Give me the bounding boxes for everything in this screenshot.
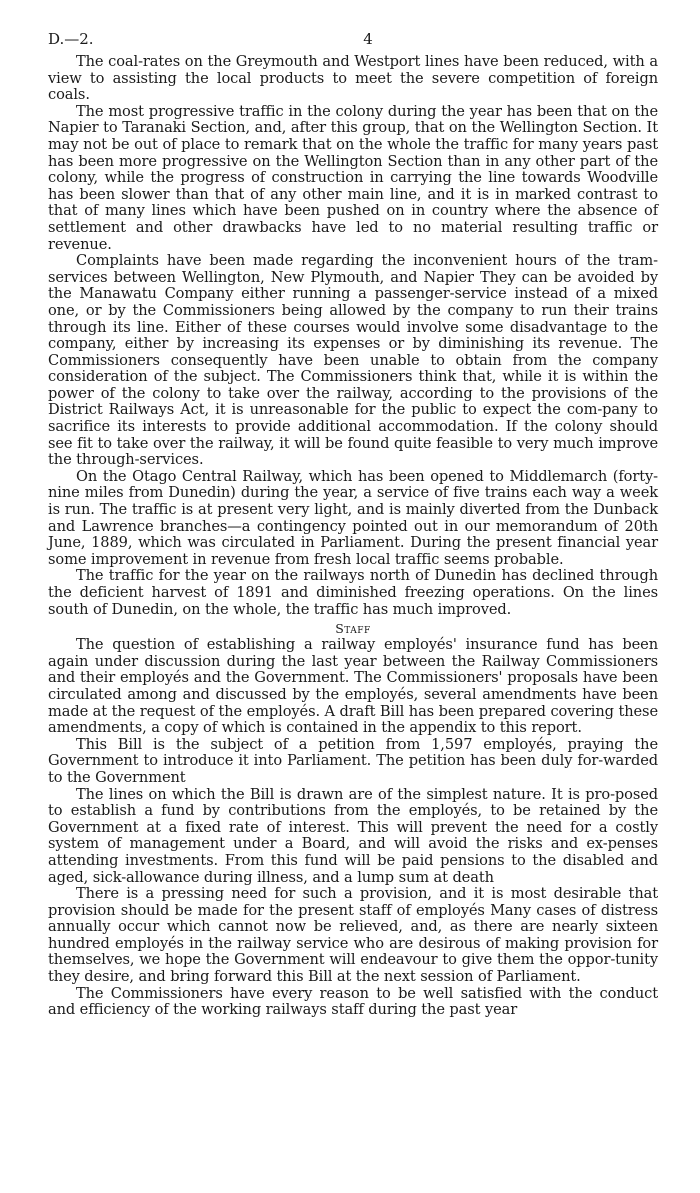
paragraph-pressing-need: There is a pressing need for such a provision, and it is most desirable that provision should be made for the present staff of employés Many cases of distress annually occur which cannot now be relieved, and, as there are nearly sixteen hundred employés in the railway service who are desirous of making provision for themselves, we hope the Government will endeavour to give them the oppor-tunity they desire, and bring forward this Bill at the next session of Parliament. bbox=[48, 885, 658, 986]
page-header bbox=[48, 30, 658, 54]
paragraph-coal-rates: The coal-rates on the Greymouth and Westport lines have been reduced, with a view to assisting the local products to meet the severe competition of foreign coals. bbox=[48, 53, 658, 104]
document-page bbox=[48, 30, 658, 1019]
paragraph-complaints: Complaints have been made regarding the inconvenient hours of the tram-services between Wellington, New Plymouth, and Napier They can be avoided by the Manawatu Company either running a passenger-service instead of a mixed one, or by the Commissioners being allowed by the company to run their trains through its line. Either of these courses would involve some disadvantage to the company, either by increasing its expenses or by diminishing its revenue. The Commissioners consequently have been unable to obtain from the company consideration of the subject. The Commissioners think that, while it is within the power of the colony to take over the railway, according to the provisions of the District Railways Act, it is unreasonable for the public to expect the com-pany to sacrifice its interests to provide additional accommodation. If the colony should see fit to take over the railway, it will be found quite feasible to very much improve the through-services. bbox=[48, 252, 658, 469]
document-reference: D.—2. bbox=[48, 30, 94, 48]
paragraph-staff-conduct: The Commissioners have every reason to be well satisfied with the conduct and efficiency of the working railways staff during the past year bbox=[48, 984, 658, 1019]
paragraph-progressive-traffic: The most progressive traffic in the colony during the year has been that on the Napier to Taranaki Section, and, after this group, that on the Wellington Section. It may not be out of place to remark that on the whole the traffic for many years past has been more progressive on the Wellington Section than in any other part of the colony, while the progress of construction in carrying the line towards Woodville has been slower than that of any other main line, and it is in marked contrast to that of many lines which have been pushed on in country where the absence of settlement and other drawbacks have led to no material resulting traffic or revenue. bbox=[48, 102, 658, 253]
page-number: 4 bbox=[363, 30, 373, 48]
paragraph-insurance-fund: The question of establishing a railway employés' insurance fund has been again under discussion during the last year between the Railway Commissioners and their employés and the Government. The Commissioners' proposals have been circulated among and discussed by the employés, several amendments have been made at the request of the employés. A draft Bill has been prepared covering these amendments, a copy of which is contained in the appendix to this report. bbox=[48, 636, 658, 737]
paragraph-bill-lines: The lines on which the Bill is drawn are of the simplest nature. It is pro-posed to establish a fund by contributions from the employés, to be retained by the Government at a fixed rate of interest. This will prevent the need for a costly system of management under a Board, and will avoid the risks and ex-penses attending investments. From this fund will be paid pensions to the disabled and aged, sick-allowance during illness, and a lump sum at death bbox=[48, 785, 658, 886]
section-heading-staff: Staff bbox=[335, 621, 371, 637]
paragraph-dunedin-traffic: The traffic for the year on the railways north of Dunedin has declined through the deficient harvest of 1891 and diminished freezing operations. On the lines south of Dunedin, on the whole, the traffic has much improved. bbox=[48, 567, 658, 618]
paragraph-otago-central: On the Otago Central Railway, which has been opened to Middlemarch (forty-nine miles from Dunedin) during the year, a service of five trains each way a week is run. The traffic is at present very light, and is mainly diverted from the Dunback and Lawrence branches—a contingency pointed out in our memorandum of 20th June, 1889, which was circulated in Parliament. During the present financial year some improvement in revenue from fresh local traffic seems probable. bbox=[48, 467, 658, 568]
paragraph-petition: This Bill is the subject of a petition from 1,597 employés, praying the Government to introduce it into Parliament. The petition has been duly for-warded to the Government bbox=[48, 735, 658, 786]
